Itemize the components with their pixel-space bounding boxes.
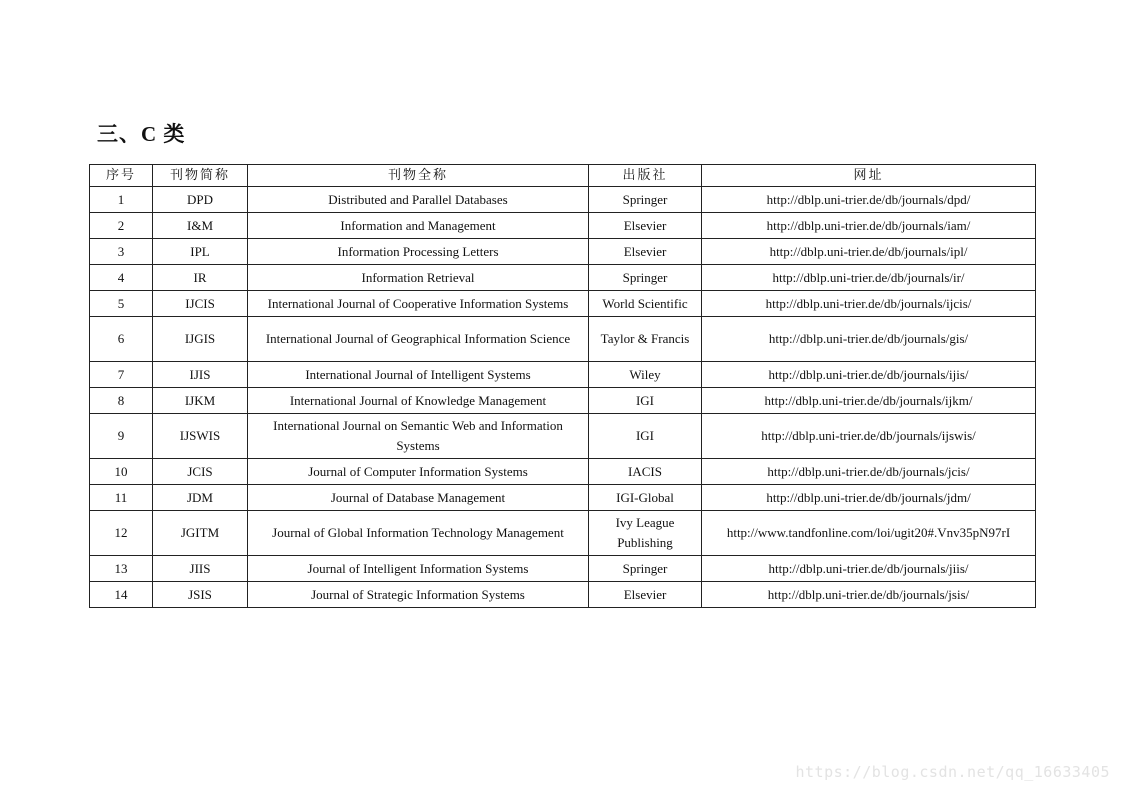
cell-url: http://dblp.uni-trier.de/db/journals/ijis/ <box>702 362 1036 388</box>
cell-url: http://dblp.uni-trier.de/db/journals/ijswis/ <box>702 414 1036 459</box>
cell-publisher: Elsevier <box>589 582 702 608</box>
journal-table <box>89 164 1036 608</box>
cell-url: http://dblp.uni-trier.de/db/journals/dpd/ <box>702 187 1036 213</box>
cell-number: 6 <box>90 317 153 362</box>
table-row <box>90 414 1036 459</box>
cell-number: 5 <box>90 291 153 317</box>
column-header-url: 网址 <box>702 165 1036 187</box>
cell-url: http://dblp.uni-trier.de/db/journals/jcis/ <box>702 459 1036 485</box>
cell-number: 12 <box>90 511 153 556</box>
cell-url: http://dblp.uni-trier.de/db/journals/gis/ <box>702 317 1036 362</box>
cell-abbreviation: I&M <box>153 213 248 239</box>
cell-number: 1 <box>90 187 153 213</box>
cell-number: 3 <box>90 239 153 265</box>
cell-publisher: Springer <box>589 187 702 213</box>
cell-url: http://dblp.uni-trier.de/db/journals/ijkm/ <box>702 388 1036 414</box>
cell-abbreviation: IJKM <box>153 388 248 414</box>
cell-number: 7 <box>90 362 153 388</box>
cell-url: http://dblp.uni-trier.de/db/journals/ijcis/ <box>702 291 1036 317</box>
cell-full-name: Information Retrieval <box>248 265 589 291</box>
watermark: https://blog.csdn.net/qq_16633405 <box>795 763 1110 781</box>
cell-full-name: Journal of Computer Information Systems <box>248 459 589 485</box>
cell-number: 14 <box>90 582 153 608</box>
cell-full-name: International Journal of Cooperative Information Systems <box>248 291 589 317</box>
table-row <box>90 317 1036 362</box>
column-header-number: 序号 <box>90 165 153 187</box>
cell-publisher: Elsevier <box>589 213 702 239</box>
table-row <box>90 556 1036 582</box>
cell-publisher: Taylor & Francis <box>589 317 702 362</box>
table-row <box>90 485 1036 511</box>
cell-full-name: Journal of Database Management <box>248 485 589 511</box>
cell-abbreviation: JSIS <box>153 582 248 608</box>
cell-abbreviation: IJCIS <box>153 291 248 317</box>
table-header-row <box>90 165 1036 187</box>
cell-full-name: International Journal of Geographical Information Science <box>248 317 589 362</box>
column-header-abbreviation: 刊物简称 <box>153 165 248 187</box>
cell-full-name: International Journal of Knowledge Management <box>248 388 589 414</box>
cell-abbreviation: IR <box>153 265 248 291</box>
table-row <box>90 511 1036 556</box>
table-row <box>90 265 1036 291</box>
table-row <box>90 187 1036 213</box>
cell-full-name: Information Processing Letters <box>248 239 589 265</box>
cell-full-name: Journal of Global Information Technology Management <box>248 511 589 556</box>
cell-url: http://www.tandfonline.com/loi/ugit20#.Vnv35pN97rI <box>702 511 1036 556</box>
cell-url: http://dblp.uni-trier.de/db/journals/ipl/ <box>702 239 1036 265</box>
cell-number: 9 <box>90 414 153 459</box>
cell-abbreviation: JCIS <box>153 459 248 485</box>
section-title: 三、C 类 <box>97 122 186 146</box>
cell-url: http://dblp.uni-trier.de/db/journals/jiis/ <box>702 556 1036 582</box>
cell-url: http://dblp.uni-trier.de/db/journals/iam/ <box>702 213 1036 239</box>
cell-publisher: Elsevier <box>589 239 702 265</box>
cell-full-name: Journal of Intelligent Information Systems <box>248 556 589 582</box>
column-header-publisher: 出版社 <box>589 165 702 187</box>
cell-number: 11 <box>90 485 153 511</box>
cell-number: 8 <box>90 388 153 414</box>
cell-publisher: IACIS <box>589 459 702 485</box>
cell-publisher: IGI-Global <box>589 485 702 511</box>
column-header-full-name: 刊物全称 <box>248 165 589 187</box>
cell-abbreviation: IPL <box>153 239 248 265</box>
cell-publisher: Springer <box>589 265 702 291</box>
table-row <box>90 291 1036 317</box>
cell-full-name: Journal of Strategic Information Systems <box>248 582 589 608</box>
cell-abbreviation: JDM <box>153 485 248 511</box>
cell-url: http://dblp.uni-trier.de/db/journals/jdm/ <box>702 485 1036 511</box>
cell-abbreviation: IJSWIS <box>153 414 248 459</box>
cell-abbreviation: JGITM <box>153 511 248 556</box>
cell-url: http://dblp.uni-trier.de/db/journals/ir/ <box>702 265 1036 291</box>
table-row <box>90 582 1036 608</box>
table-row <box>90 362 1036 388</box>
cell-abbreviation: JIIS <box>153 556 248 582</box>
table-row <box>90 459 1036 485</box>
table-row <box>90 239 1036 265</box>
table-row <box>90 213 1036 239</box>
cell-url: http://dblp.uni-trier.de/db/journals/jsis/ <box>702 582 1036 608</box>
cell-number: 4 <box>90 265 153 291</box>
cell-abbreviation: IJIS <box>153 362 248 388</box>
cell-full-name: International Journal on Semantic Web and Information Systems <box>248 414 589 459</box>
cell-number: 10 <box>90 459 153 485</box>
cell-publisher: World Scientific <box>589 291 702 317</box>
cell-publisher: Wiley <box>589 362 702 388</box>
table-row <box>90 388 1036 414</box>
cell-full-name: International Journal of Intelligent Systems <box>248 362 589 388</box>
cell-publisher: Ivy League Publishing <box>589 511 702 556</box>
cell-full-name: Information and Management <box>248 213 589 239</box>
cell-publisher: Springer <box>589 556 702 582</box>
cell-number: 13 <box>90 556 153 582</box>
cell-publisher: IGI <box>589 388 702 414</box>
cell-abbreviation: DPD <box>153 187 248 213</box>
cell-number: 2 <box>90 213 153 239</box>
cell-full-name: Distributed and Parallel Databases <box>248 187 589 213</box>
cell-publisher: IGI <box>589 414 702 459</box>
cell-abbreviation: IJGIS <box>153 317 248 362</box>
